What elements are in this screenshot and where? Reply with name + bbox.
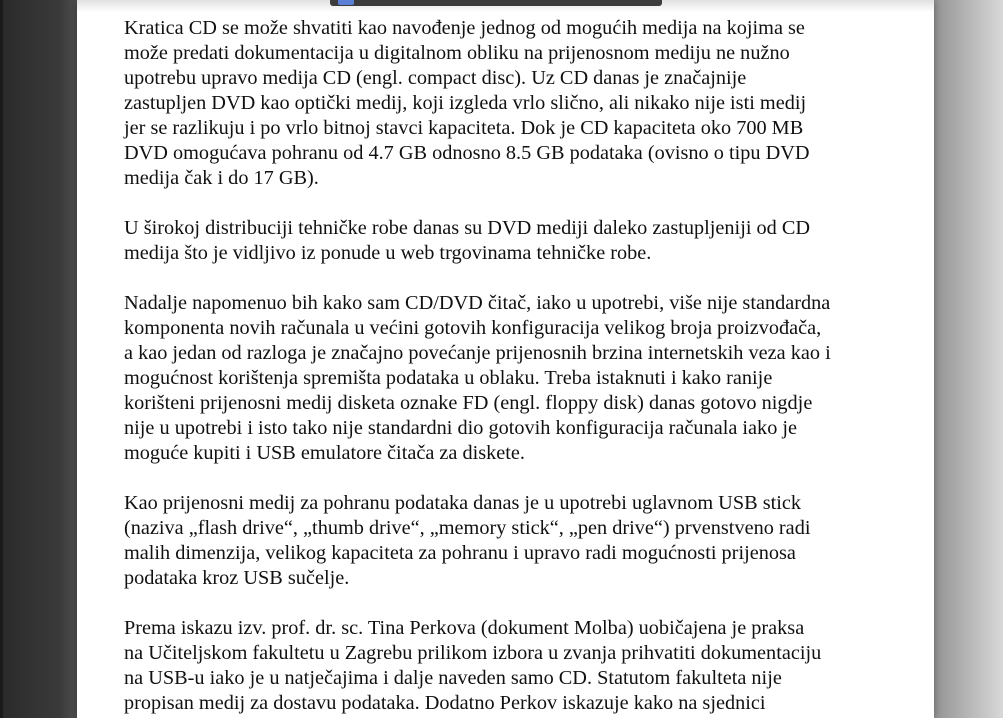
- document-page[interactable]: [77, 0, 934, 718]
- paragraph-usb-stick: Kao prijenosni medij za pohranu podataka danas je u upotrebi uglavnom USB stick (naziva „flash drive“, „thumb drive“, „memory stick“, „pen drive“) prvenstveno radi malih dimenzija, velikog kapaciteta za pohranu i upravo radi mogućnosti prijenosa podataka kroz USB sučelje.: [124, 492, 811, 589]
- paragraph-dvd-distribution: U širokoj distribuciji tehničke robe danas su DVD mediji daleko zastupljeniji od CD medija što je vidljivo iz ponude u web trgovinama tehničke robe.: [124, 217, 811, 264]
- document-text: [124, 16, 904, 718]
- document-icon[interactable]: [338, 0, 354, 5]
- window-edge: [0, 0, 3, 718]
- floating-toolbar[interactable]: [330, 0, 662, 6]
- paragraph-perkov-statement: Prema iskazu izv. prof. dr. sc. Tina Perkova (dokument Molba) uobičajena je praksa na Učiteljskom fakultetu u Zagrebu prilikom izbora u zvanja prihvatiti dokumentaciju na USB-u iako je u natječajima i dalje naveden samo CD. Statutom fakulteta nije propisan medij za dostavu podataka. Dodatno Perkov iskazuje kako na sjednici: [124, 617, 822, 714]
- paragraph-cd-definition: Kratica CD se može shvatiti kao navođenje jednog od mogućih medija na kojima se može predati dokumentacija u digitalnom obliku na prijenosnom mediju ne nužno upotrebu upravo medija CD (engl. compact disc). Uz CD danas je značajnije zastupljen DVD kao optički medij, koji izgleda vrlo slično, ali nikako nije isti medij jer se razlikuju i po vrlo bitnoj stavci kapaciteta. Dok je CD kapaciteta oko 700 MB DVD omogućava pohranu od 4.7 GB odnosno 8.5 GB podataka (ovisno o tipu DVD medija čak i do 17 GB).: [124, 17, 810, 189]
- paragraph-cd-dvd-reader: Nadalje napomenuo bih kako sam CD/DVD čitač, iako u upotrebi, više nije standardna komponenta novih računala u većini gotovih konfiguracija velikog broja proizvođača, a kao jedan od razloga je značajno povećanje prijenosnih brzina internetskih veza kao i mogućnost korištenja spremišta podataka u oblaku. Treba istaknuti i kako ranije korišteni prijenosni medij disketa oznake FD (engl. floppy disk) danas gotovo nigdje nije u upotrebi i isto tako nije standardni dio gotovih konfiguracija računala iako je moguće kupiti i USB emulatore čitača za diskete.: [124, 292, 831, 464]
